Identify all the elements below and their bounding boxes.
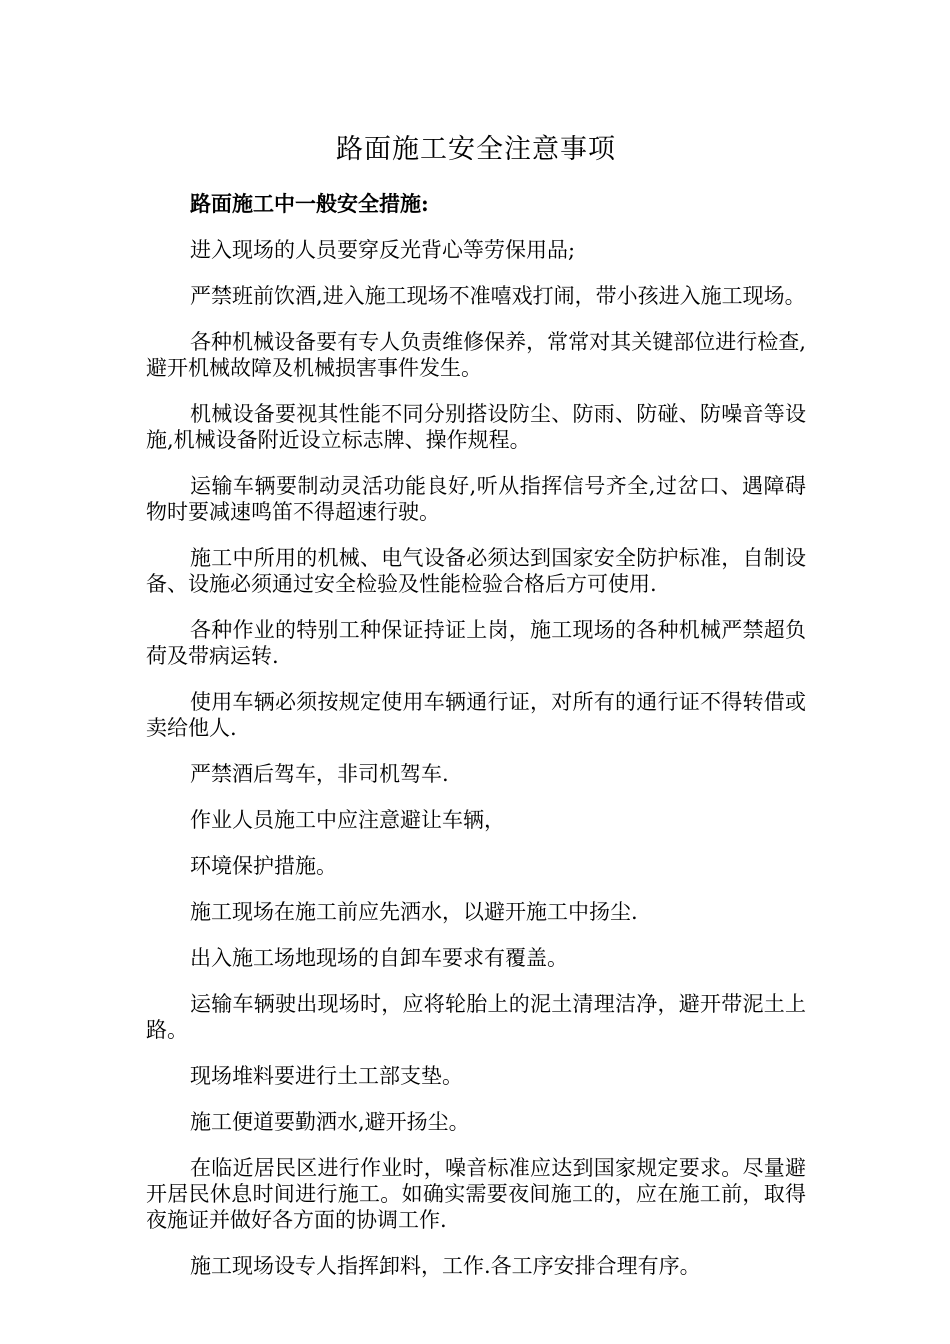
paragraph: 进入现场的人员要穿反光背心等劳保用品; <box>190 238 576 262</box>
paragraph: 严禁班前饮酒,进入施工现场不准嘻戏打闹，带小孩进入施工现场。 <box>190 284 806 308</box>
paragraph: 运输车辆驶出现场时，应将轮胎上的泥土清理洁净，避开带泥土上路。 <box>146 992 806 1042</box>
paragraph: 环境保护措施。 <box>190 854 337 878</box>
paragraph: 施工便道要勤洒水,避开扬尘。 <box>190 1110 470 1134</box>
paragraph: 机械设备要视其性能不同分别搭设防尘、防雨、防碰、防噪音等设施,机械设备附近设立标志牌、操作规程。 <box>146 402 806 452</box>
paragraph: 使用车辆必须按规定使用车辆通行证，对所有的通行证不得转借或卖给他人. <box>146 690 806 740</box>
paragraph: 出入施工场地现场的自卸车要求有覆盖。 <box>190 946 568 970</box>
paragraph: 现场堆料要进行土工部支垫。 <box>190 1064 463 1088</box>
paragraph: 施工现场设专人指挥卸料，工作.各工序安排合理有序。 <box>190 1254 701 1278</box>
paragraph: 运输车辆要制动灵活功能良好,听从指挥信号齐全,过岔口、遇障碍物时要减速鸣笛不得超速行驶。 <box>146 474 806 524</box>
document-title: 路面施工安全注意事项 <box>336 134 616 165</box>
paragraph: 各种作业的特别工种保证持证上岗，施工现场的各种机械严禁超负荷及带病运转. <box>146 618 806 668</box>
paragraph: 施工中所用的机械、电气设备必须达到国家安全防护标准，自制设备、设施必须通过安全检验及性能检验合格后方可使用. <box>146 546 806 596</box>
paragraph: 施工现场在施工前应先洒水，以避开施工中扬尘. <box>190 900 638 924</box>
paragraph: 作业人员施工中应注意避让车辆， <box>190 808 505 832</box>
section-heading: 路面施工中一般安全措施: <box>190 191 429 216</box>
paragraph: 在临近居民区进行作业时，噪音标准应达到国家规定要求。尽量避开居民休息时间进行施工。如确实需要夜间施工的，应在施工前，取得夜施证并做好各方面的协调工作. <box>146 1156 806 1232</box>
paragraph: 各种机械设备要有专人负责维修保养，常常对其关键部位进行检查,避开机械故障及机械损害事件发生。 <box>146 330 806 380</box>
paragraph: 严禁酒后驾车，非司机驾车. <box>190 762 449 786</box>
document-body <box>146 191 806 1299</box>
